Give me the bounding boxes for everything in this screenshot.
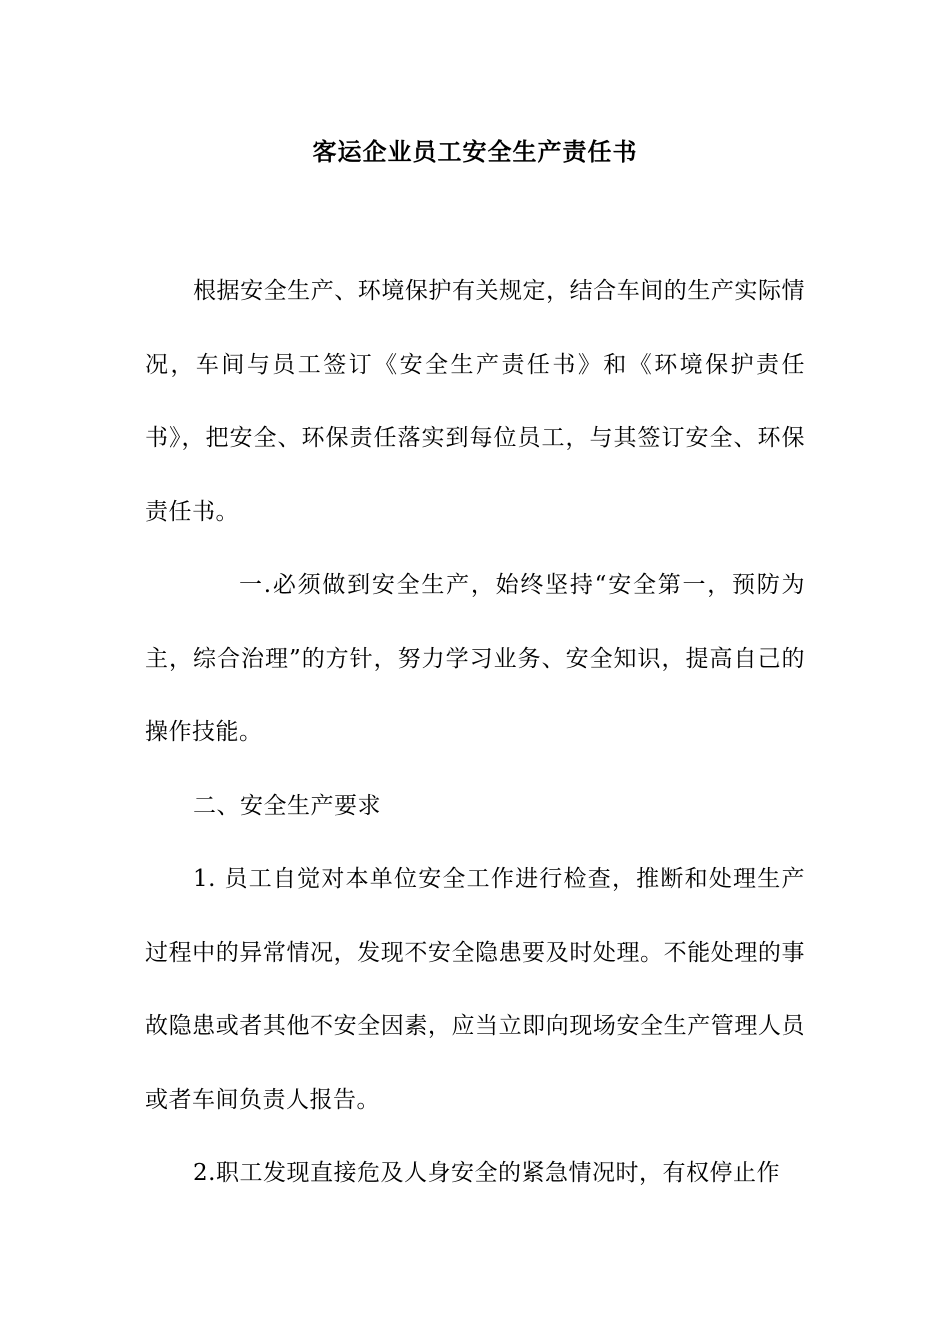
paragraph-item-2: 2.职工发现直接危及人身安全的紧急情况时，有权停止作: [193, 1160, 780, 1186]
paragraph-item-1: 1. 员工自觉对本单位安全工作进行检查，推断和处理生产过程中的异常情况，发现不安全隐患要及时处理。不能处理的事故隐患或者其他不安全因素，应当立即向现场安全生产管理人员或者车间负责人报告。: [145, 866, 805, 1113]
paragraph-section-one: 一.必须做到安全生产，始终坚持“安全第一，预防为主，综合治理”的方针，努力学习业务、安全知识，提高自己的操作技能。: [145, 572, 805, 745]
section-heading-two: 二、安全生产要求: [193, 792, 381, 819]
paragraph-intro: 根据安全生产、环境保护有关规定，结合车间的生产实际情况，车间与员工签订《安全生产责任书》和《环境保护责任书》，把安全、环保责任落实到每位员工，与其签订安全、环保责任书。: [145, 278, 805, 525]
document-body: [145, 255, 805, 1211]
document-title: 客运企业员工安全生产责任书: [312, 137, 638, 166]
